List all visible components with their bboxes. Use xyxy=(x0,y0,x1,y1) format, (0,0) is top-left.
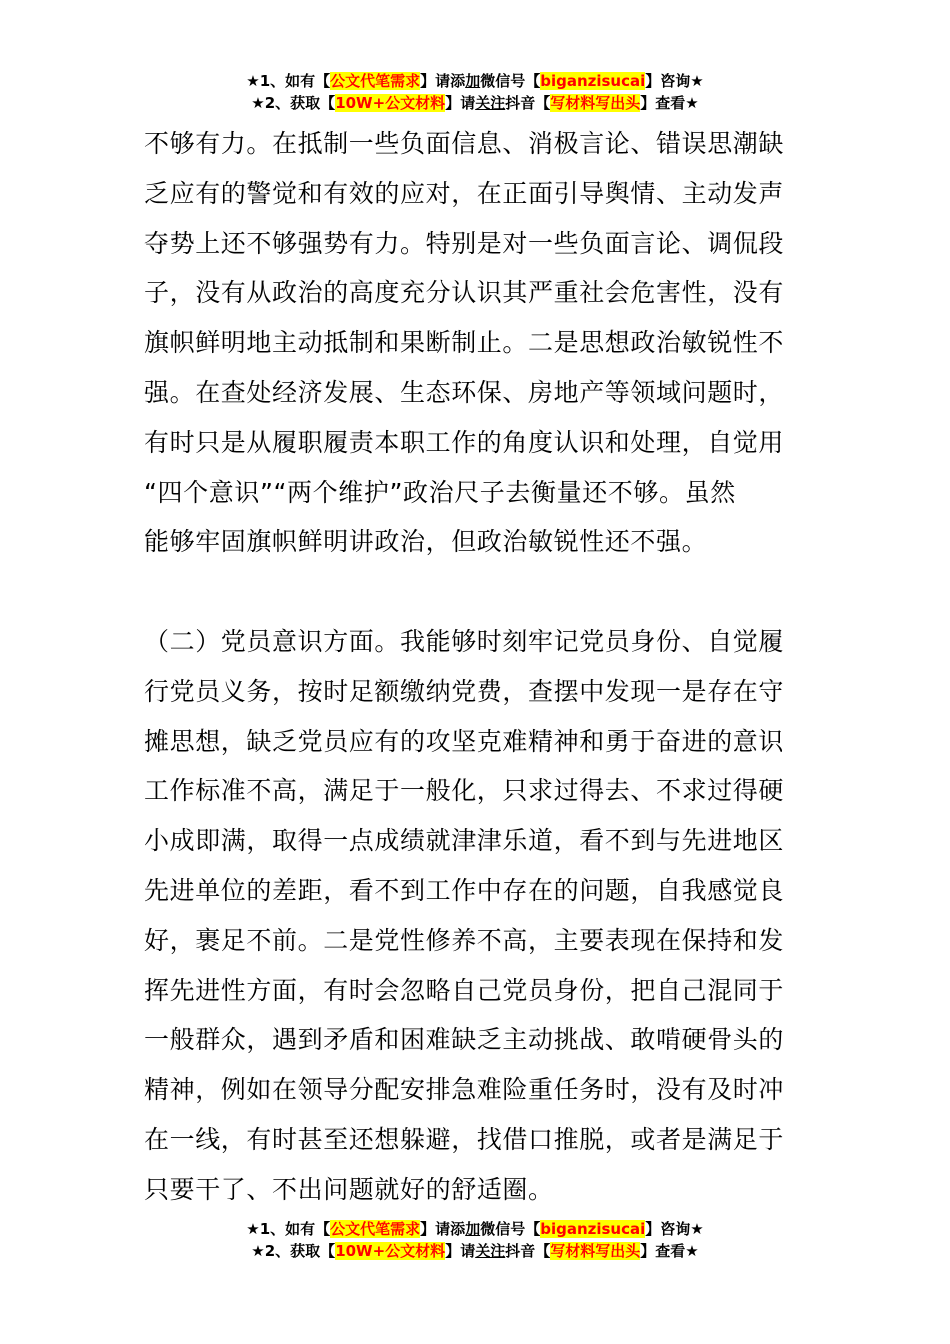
document-body xyxy=(144,119,808,1215)
text-line: 精神，例如在领导分配安排急难险重任务时，没有及时冲 xyxy=(144,1075,785,1105)
text-line: 先进单位的差距，看不到工作中存在的问题，自我感觉良 xyxy=(144,875,785,905)
banner-text: 】请添 xyxy=(420,72,466,90)
banner-highlight: 10W+公文材料 xyxy=(335,1242,446,1260)
banner-underlined: 关注 xyxy=(475,94,506,112)
banner-highlight: 写材料写出头 xyxy=(550,94,641,112)
banner-text: 】请 xyxy=(445,1242,476,1260)
banner-text: ★2、获取【 xyxy=(251,94,336,112)
banner-text: 抖音【 xyxy=(505,1242,551,1260)
text-line: 工作标准不高，满足于一般化，只求过得去、不求过得硬 xyxy=(144,776,785,806)
text-line: 不够有力。在抵制一些负面信息、消极言论、错误思潮缺 xyxy=(144,129,785,158)
banner-text: 微信号【 xyxy=(480,72,541,90)
banner-text: ★1、如有【 xyxy=(246,72,331,90)
text-line: 只要干了、不出问题就好的舒适圈。 xyxy=(144,1174,554,1204)
text-line: 行党员义务，按时足额缴纳党费，查摆中发现一是存在守 xyxy=(144,676,785,706)
text-line: 小成即满，取得一点成绩就津津乐道，看不到与先进地区 xyxy=(144,826,785,856)
banner-text: ★1、如有【 xyxy=(246,1220,331,1238)
text-line: 旗帜鲜明地主动抵制和果断制止。二是思想政治敏锐性不 xyxy=(144,328,785,358)
banner-highlight: 10W+公文材料 xyxy=(335,94,446,112)
footer-banner xyxy=(0,1218,950,1262)
text-line: 能够牢固旗帜鲜明讲政治，但政治敏锐性还不强。 xyxy=(144,527,708,557)
banner-underlined: 关注 xyxy=(475,1242,506,1260)
header-banner xyxy=(0,70,950,114)
banner-highlight: biganzisucai xyxy=(540,72,646,90)
banner-highlight: biganzisucai xyxy=(540,1220,646,1238)
text-line: （二）党员意识方面。我能够时刻牢记党员身份、自觉履 xyxy=(144,626,785,656)
banner-text: 】请添 xyxy=(420,1220,466,1238)
text-line: 子，没有从政治的高度充分认识其严重社会危害性，没有 xyxy=(144,278,785,308)
banner-text: ★2、获取【 xyxy=(251,1242,336,1260)
banner-text: 微信号【 xyxy=(480,1220,541,1238)
text-line: 强。在查处经济发展、生态环保、房地产等领域问题时， xyxy=(144,377,785,407)
banner-highlight: 公文代笔需求 xyxy=(330,1220,421,1238)
banner-text: 】请 xyxy=(445,94,476,112)
banner-text: 】查看★ xyxy=(640,1242,699,1260)
banner-text: 】咨询★ xyxy=(645,72,704,90)
paragraph-gap xyxy=(144,567,808,617)
banner-text: 】查看★ xyxy=(640,94,699,112)
banner-text: 抖音【 xyxy=(505,94,551,112)
text-line: “四个意识”“两个维护”政治尺子去衡量还不够。虽然 xyxy=(144,477,736,507)
banner-line-1 xyxy=(0,70,950,92)
banner-underlined: 加 xyxy=(465,72,481,90)
banner-text: 】咨询★ xyxy=(645,1220,704,1238)
text-line: 乏应有的警觉和有效的应对，在正面引导舆情、主动发声 xyxy=(144,178,785,208)
paragraph-2 xyxy=(144,617,808,1215)
text-line: 摊思想，缺乏党员应有的攻坚克难精神和勇于奋进的意识 xyxy=(144,726,785,756)
banner-highlight: 写材料写出头 xyxy=(550,1242,641,1260)
text-line: 一般群众，遇到矛盾和困难缺乏主动挑战、敢啃硬骨头的 xyxy=(144,1025,785,1055)
banner-line-1 xyxy=(0,1218,950,1240)
banner-underlined: 加 xyxy=(465,1220,481,1238)
text-line: 有时只是从履职履责本职工作的角度认识和处理，自觉用 xyxy=(144,427,785,457)
banner-highlight: 公文代笔需求 xyxy=(330,72,421,90)
text-line: 在一线，有时甚至还想躲避，找借口推脱，或者是满足于 xyxy=(144,1124,785,1154)
paragraph-1 xyxy=(144,119,808,567)
banner-line-2 xyxy=(0,92,950,114)
text-line: 夺势上还不够强势有力。特别是对一些负面言论、调侃段 xyxy=(144,228,785,258)
text-line: 好，裹足不前。二是党性修养不高，主要表现在保持和发 xyxy=(144,925,785,955)
text-line: 挥先进性方面，有时会忽略自己党员身份，把自己混同于 xyxy=(144,975,785,1005)
banner-line-2 xyxy=(0,1240,950,1262)
